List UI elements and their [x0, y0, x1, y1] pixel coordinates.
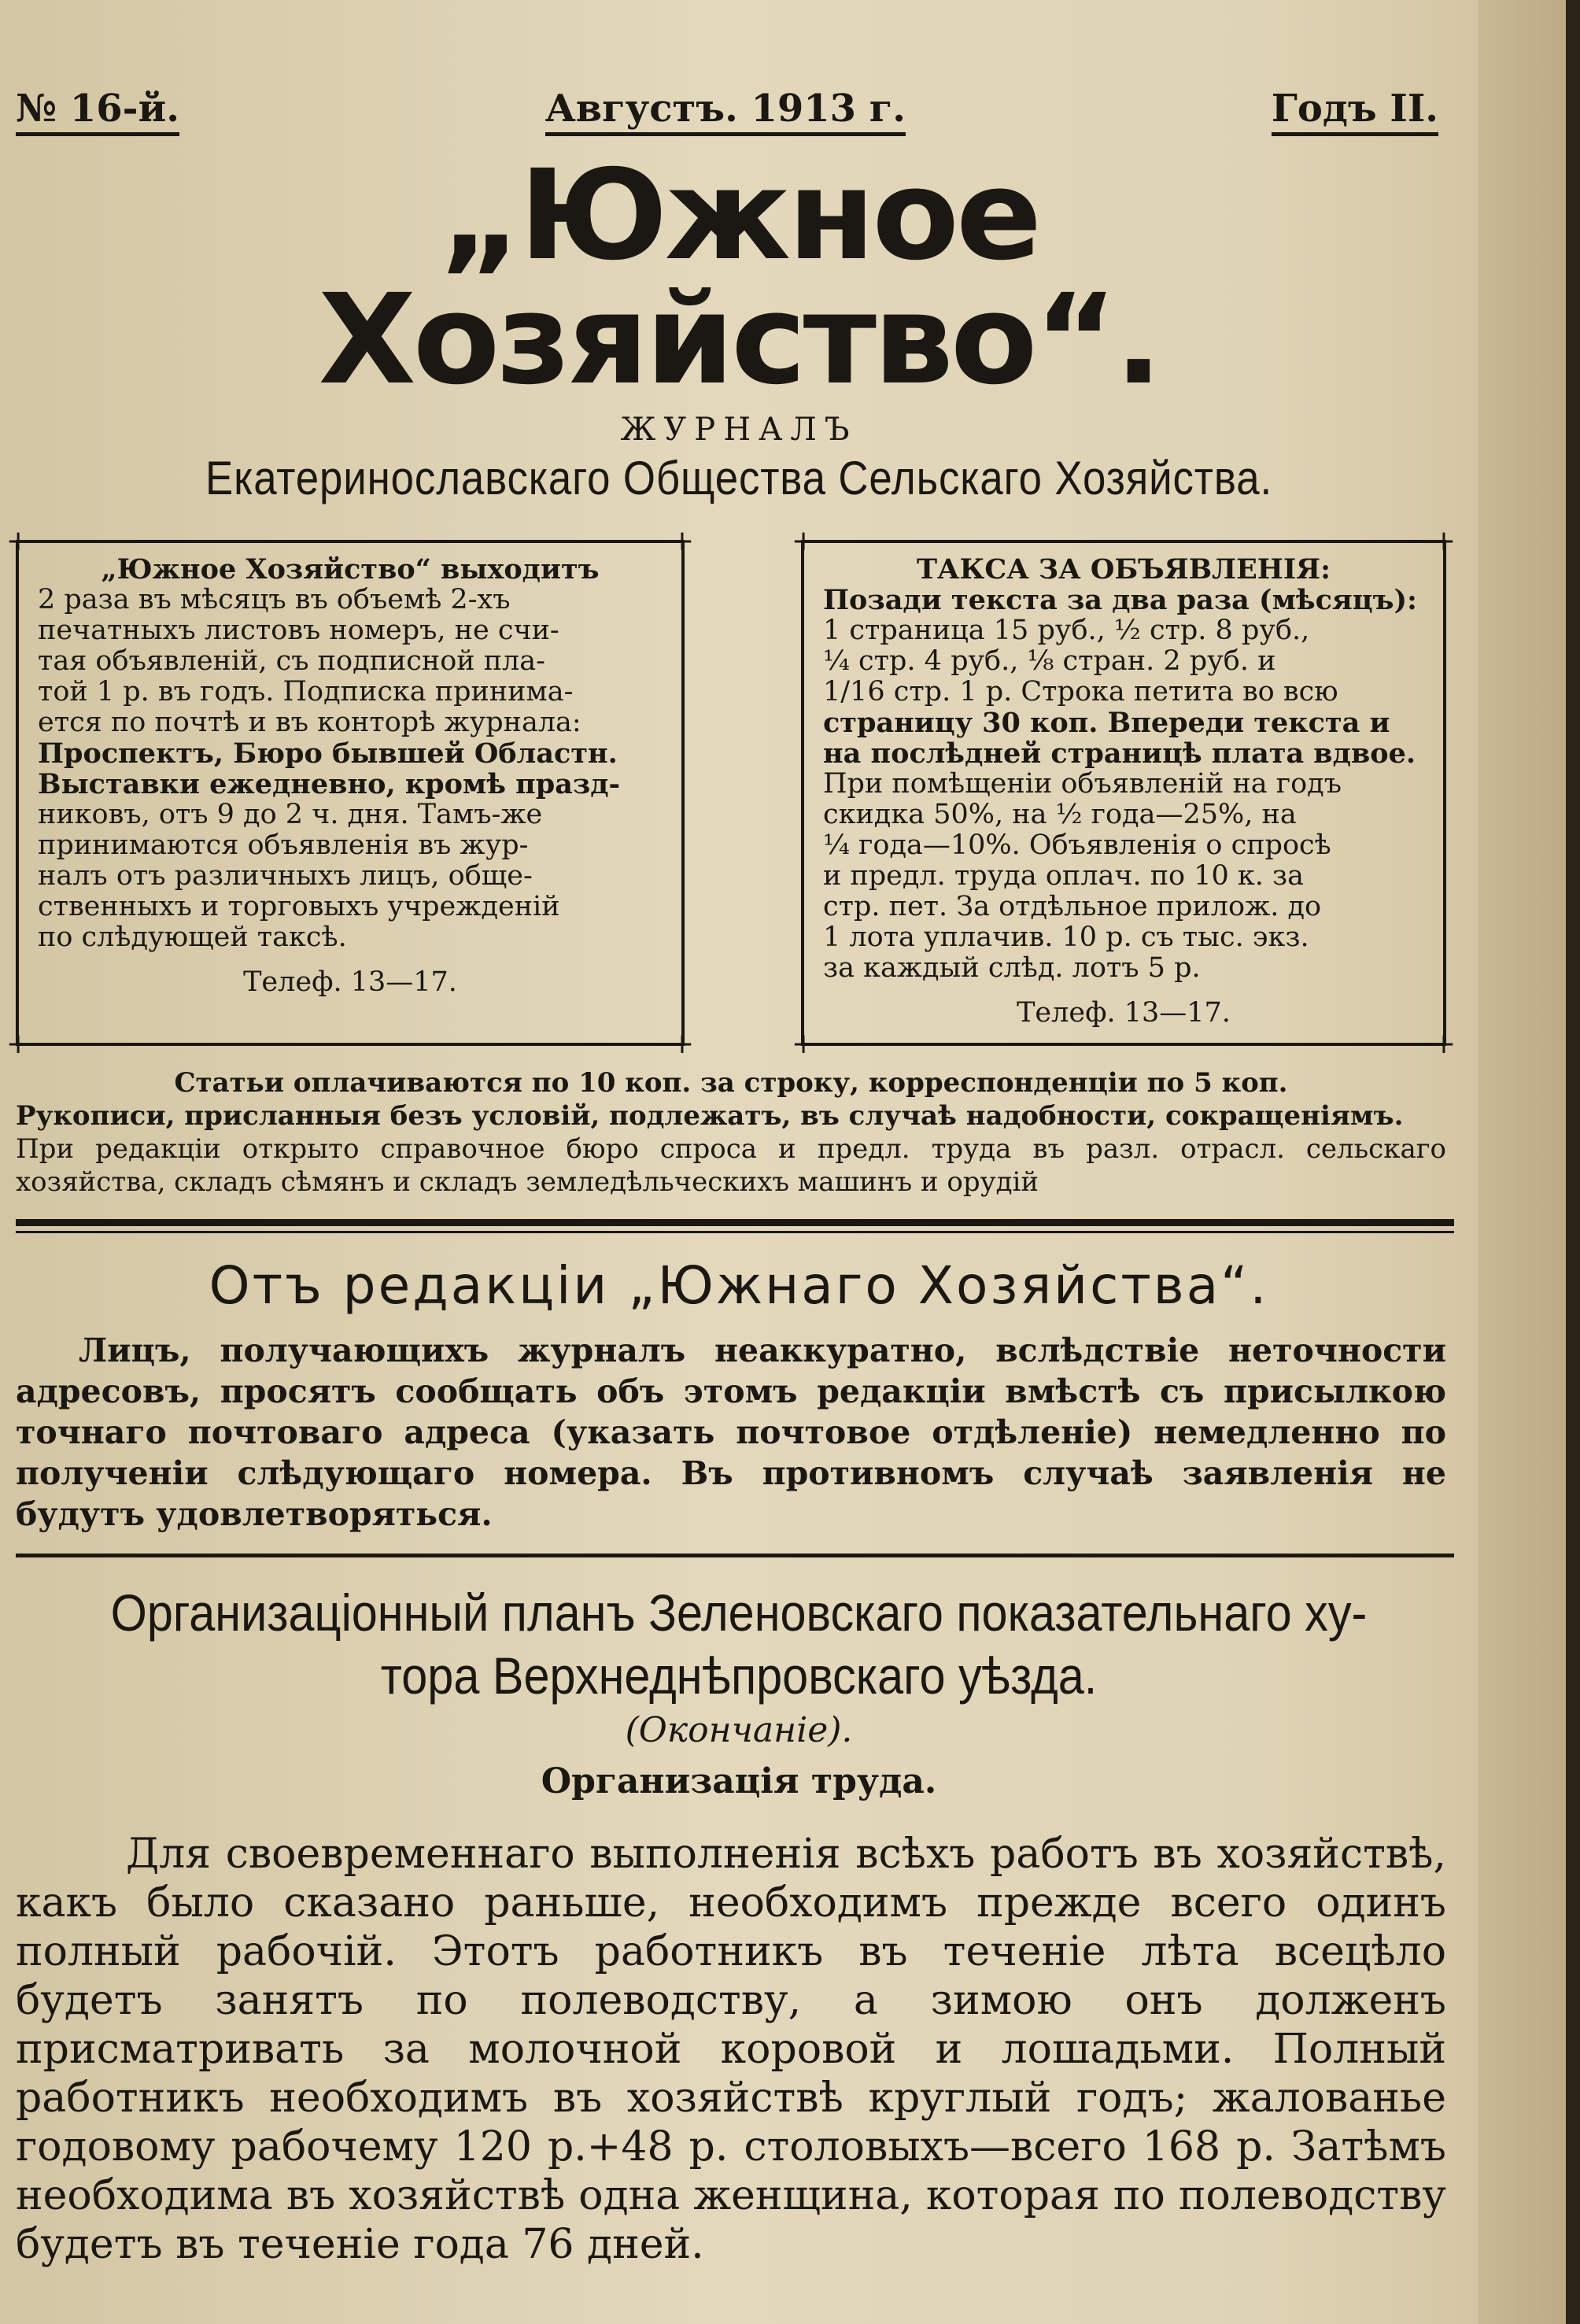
box-line: ¼ года—10%. Объявленія о спросѣ	[823, 830, 1331, 861]
box-line: налъ отъ различныхъ лицъ, обще-	[38, 861, 533, 892]
divider-rule	[16, 1554, 1454, 1557]
article-title	[88, 1581, 1390, 1707]
corner-ornament: +	[6, 525, 31, 557]
divider-rule	[16, 1219, 1454, 1226]
box-line: скидка 50%, на ½ года—25%, на	[823, 800, 1297, 830]
box-line: за каждый слѣд. лотъ 5 р.	[823, 953, 1201, 984]
box-line: 1 лота уплачив. 10 р. съ тыс. экз.	[823, 922, 1309, 953]
article-body	[16, 1830, 1462, 2269]
box-line: 1 страница 15 руб., ½ стр. 8 руб.,	[823, 615, 1310, 646]
issue-date: Августъ. 1913 г.	[545, 87, 906, 136]
ads-phone: Телеф. 13—17.	[1017, 997, 1231, 1029]
bureau-note: При редакціи открыто справочное бюро спроса и предл. труда въ разл. отрасл. сельскаго хозяйства, складъ сѣмянъ и складъ земледѣльческихъ машинъ и орудій	[16, 1133, 1446, 1198]
box-line: ¼ стр. 4 руб., ⅛ стран. 2 руб. и	[823, 646, 1276, 677]
masthead	[16, 87, 1462, 136]
corner-ornament: +	[6, 1028, 31, 1060]
box-line: по слѣдующей таксѣ.	[38, 922, 347, 953]
payment-note: Статьи оплачиваются по 10 коп. за строку, корреспонденціи по 5 коп.	[174, 1067, 1288, 1099]
article-subtitle: (Окончаніе).	[625, 1710, 853, 1750]
divider-rule	[16, 1231, 1454, 1233]
corner-ornament: +	[1431, 525, 1456, 557]
box-line: При помѣщеніи объявленій на годъ	[823, 769, 1342, 800]
corner-ornament: +	[670, 525, 694, 557]
article-title-line: Организаціонный планъ Зеленовскаго показательнаго ху-	[110, 1583, 1368, 1642]
editorial-notes	[16, 1066, 1462, 1199]
box-line: никовъ, отъ 9 до 2 ч. дня. Тамъ-же	[38, 800, 543, 830]
corner-ornament: +	[792, 1028, 816, 1060]
corner-ornament: +	[792, 525, 816, 557]
editorial-text: Лицъ, получающихъ журналъ неаккуратно, вслѣдствіе неточности адресовъ, просятъ сообщать объ этомъ редакціи вмѣстѣ съ присылкою точнаго почтоваго адреса (указать почтовое отдѣленіе) немедленно по полученіи слѣдующаго номера. Въ противномъ случаѣ заявленія не будутъ удовлетворяться.	[16, 1332, 1446, 1533]
journal-title: „Южное Хозяйство“.	[318, 143, 1160, 412]
editorial-notice	[16, 1330, 1462, 1535]
box-line: и предл. труда оплач. по 10 к. за	[823, 861, 1304, 892]
box-line: ственныхъ и торговыхъ учрежденій	[38, 892, 560, 922]
subscription-box	[6, 525, 694, 1060]
ads-heading: ТАКСА ЗА ОБЪЯВЛЕНІЯ:	[916, 554, 1331, 585]
box-line: стр. пет. За отдѣльное прилож. до	[823, 892, 1322, 922]
box-line: Проспектъ, Бюро бывшей Областн.	[38, 738, 618, 769]
society-name: Екатеринославскаго Общества Сельскаго Хозяйства.	[205, 452, 1273, 504]
box-line: ется по почтѣ и въ конторѣ журнала:	[38, 708, 581, 738]
page-gutter	[1478, 0, 1580, 2324]
corner-ornament: +	[670, 1028, 694, 1060]
issue-number: № 16-й.	[16, 87, 179, 136]
manuscripts-note: Рукописи, присланныя безъ условій, подлежатъ, въ случаѣ надобности, сокращеніямъ.	[16, 1100, 1404, 1132]
journal-label: ЖУРНАЛЪ	[620, 412, 858, 448]
info-boxes	[6, 525, 1462, 1060]
ads-rate-box	[792, 525, 1456, 1060]
box-line: печатныхъ листовъ номеръ, не счи-	[38, 615, 559, 646]
box-line: 1/16 стр. 1 р. Строка петита во всю	[823, 677, 1338, 708]
box-line: страницу 30 коп. Впереди текста и	[823, 708, 1390, 738]
box-line: Позади текста за два раза (мѣсяцъ):	[823, 585, 1417, 615]
article-title-line: тора Верхнеднѣпровскаго уѣзда.	[380, 1646, 1098, 1705]
box-line: принимаются объявленія въ жур-	[38, 830, 529, 861]
box-line: тая объявленій, съ подписной пла-	[38, 646, 545, 677]
article-paragraph: Для своевременнаго выполненія всѣхъ работъ въ хозяйствѣ, какъ было сказано раньше, необходимъ прежде всего одинъ полный рабочій. Этотъ работникъ въ теченіе лѣта всецѣло будетъ занятъ по полеводству, а зимою онъ долженъ присматривать за молочной коровой и лошадьми. Полный работникъ необходимъ въ хозяйствѣ круглый годъ; жалованье годовому рабочему 120 р.+48 р. столовыхъ—всего 168 р. Затѣмъ необходима въ хозяйствѣ одна женщина, которая по полеводству будетъ въ теченіе года 76 дней.	[16, 1831, 1446, 2268]
publication-year: Годъ II.	[1272, 87, 1438, 136]
box-line: на послѣдней страницѣ плата вдвое.	[823, 738, 1416, 769]
section-heading: Организація труда.	[541, 1761, 937, 1801]
box-line: 2 раза въ мѣсяцъ въ объемѣ 2-хъ	[38, 585, 511, 615]
box-line: Выставки ежедневно, кромѣ празд-	[38, 769, 621, 800]
subscription-phone: Телеф. 13—17.	[243, 966, 457, 998]
page-edge	[1566, 0, 1580, 2324]
box-line: той 1 р. въ годъ. Подписка принима-	[38, 677, 574, 708]
corner-ornament: +	[1431, 1028, 1456, 1060]
box-line: „Южное Хозяйство“ выходитъ	[101, 554, 600, 585]
editorial-title: Отъ редакціи „Южнаго Хозяйства“.	[209, 1255, 1269, 1316]
